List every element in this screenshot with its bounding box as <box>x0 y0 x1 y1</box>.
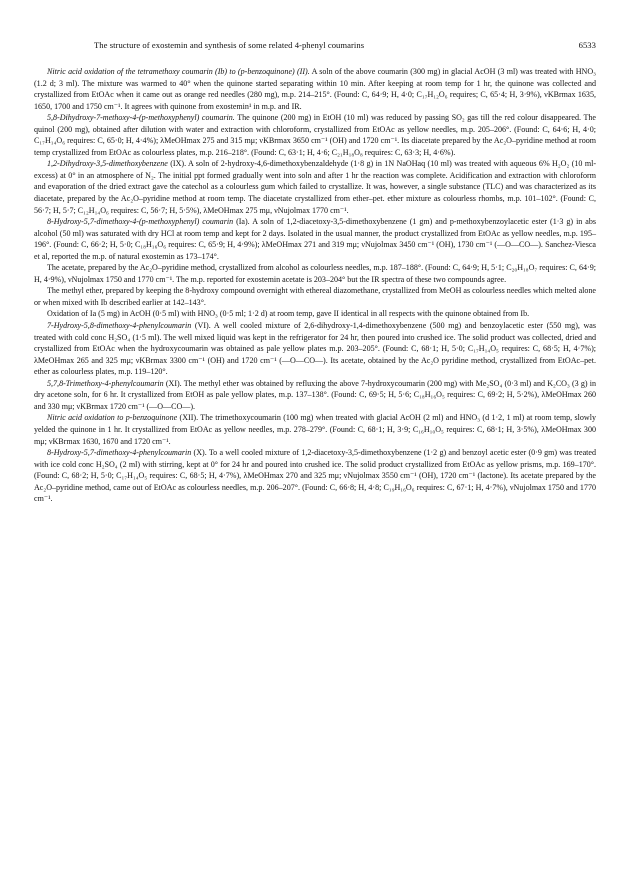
paragraph-text: (XII). The trimethoxycoumarin (100 mg) when treated with glacial AcOH (2 ml) and HNO₃ (d 1·2, 1 ml) at room temp, slowly yelded the quinone in 1 hr. It crystallized from EtOAc as yellow needles, m.p. 278–279°. (Found: C, 68·1; H, 3·9; C₁₆H₁₀O₅ requires: C, 68·1; H, 3·5%), λMeOHmax 300 mμ; νKBrmax 1630, 1670 and 1720 cm⁻¹. <box>34 413 596 446</box>
paragraph-heading: Nitric acid oxidation of the tetramethoxy coumarin (Ib) to (p-benzoquinone) (II). <box>47 67 310 76</box>
paragraph-trimethoxy-coumarin-xi <box>34 378 596 413</box>
paragraph-heading: Nitric acid oxidation to p-benzoquinone <box>47 413 178 423</box>
paragraph-heading: 5,7,8-Trimethoxy-4-phenylcoumarin <box>47 378 164 388</box>
paragraph-heading: 8-Hydroxy-5,7-dimethoxy-4-phenylcoumarin <box>47 448 192 458</box>
paragraph-text: (IX). A soln of 2-hydroxy-4,6-dimethoxybenzaldehyde (1·8 g) in 1N NaOHaq (10 ml) was treated with aqueous 6% H₂O₂ (10 ml-excess) at 0° in an atmosphere of N₂. The initial ppt formed gradually went into soln and after 1 hr the reaction was complete. Acidification and extraction with chloroform and evaporation of the dried extract gave the catechol as a colourless gum which failed to crystallize. It was, however, a single substance (TLC) and was characterized as its diacetate, prepared by the Ac₂O–pyridine method at room temp. The diacetate crystallized from ether–pet. ether mixture as colourless rhombs, m.p. 101–102°. (Found: C, 56·7; H, 5·7; C₁₂H₁₄O₆ requires: C, 56·7; H, 5·5%), λMeOHmax 275 mμ, νNujolmax 1770 cm⁻¹. <box>34 159 596 215</box>
paragraph-text: (X). To a well cooled mixture of 1,2-diacetoxy-3,5-dimethoxybenzene (1·2 g) and benzoyl acetic ester (0·9 gm) was treated with ice cold conc H₂SO₄ (2 ml) with stirring, kept at 0° for 24 hr and poured into crushed ice. The solid product crystallized from EtOAc as yellow prisms, m.p. 169–170°. (Found: C, 68·2; H, 5·0; C₁₇H₁₄O₅ requires: C, 68·5; H, 4·7%), λMeOHmax 270 and 325 mμ; νNujolmax 3550 cm⁻¹ (OH), 1720 cm⁻¹ (lactone). Its acetate prepared by the Ac₂O–pyridine method, came out of EtOAc as colourless needles, m.p. 206–207°. (Found: C, 66·8; H, 4·8; C₁₉H₁₆O₆ requires: C, 67·1; H, 4·7%), νNujolmax 1750 and 1770 cm⁻¹. <box>34 448 596 504</box>
paragraph-oxidation-ia <box>34 308 596 320</box>
paragraph-dihydroxy-coumarin <box>34 112 596 158</box>
paragraph-text: (Ia). A soln of 1,2-diacetoxy-3,5-dimethoxybenzene (1 gm) and p-methoxybenzoylacetic ester (1·3 g) in abs alcohol (50 ml) was saturated with dry HCl at room temp and kept for 2 days. Isolated in the usual manner, the product crystallized from EtOAc as yellow needles, m.p. 195–196°. (Found: C, 66·2; H, 5·0; C₁₈H₁₆O₆ requires: C, 65·9; H, 4·9%); λMeOHmax 271 and 319 mμ; νNujolmax 3450 cm⁻¹ (OH), 1730 cm⁻¹ (—O—CO—). Sanchez-Viesca et al, reported the m.p. of natural exostemin as 173–174°. <box>34 217 597 261</box>
paragraph-dihydroxy-dimethoxybenzene <box>34 158 596 216</box>
paragraph-acetate <box>34 262 596 285</box>
paragraph-oxidation-ib <box>34 66 596 112</box>
page-number: 6533 <box>578 40 596 50</box>
paragraph-text: Oxidation of Ia (5 mg) in AcOH (0·5 ml) with HNO₃ (0·5 ml; 1·2 d) at room temp, gave II identical in all respects with the quinone obtained from Ib. <box>47 309 530 319</box>
paragraph-heading: 5,8-Dihydroxy-7-methoxy-4-(p-methoxyphenyl) coumarin. <box>47 113 235 123</box>
body-text <box>34 66 596 505</box>
paragraph-heading: 1,2-Dihydroxy-3,5-dimethoxybenzene <box>47 159 168 169</box>
paragraph-text: The quinone (200 mg) in EtOH (10 ml) was reduced by passing SO₂ gas till the red colour disappeared. The quinol (200 mg), obtained after dilution with water and extraction with chloroform, crystallized from EtOAc as yellow needles, m.p. 205–206°. (Found: C, 64·6; H, 4·0; C₁₇H₁₄O₆ requires: C, 65·0; H, 4·4%); λMeOHmax 275 and 315 mμ; νKBrmax 3650 cm⁻¹ (OH) and 1720 cm⁻¹. Its diacetate prepared by the Ac₂O–pyridine method at room temp crystallized from EtOAc as colourless plates, m.p. 216–218°. (Found: C, 63·1; H, 4·6; C₂₁H₁₈O₈ requires: C, 63·3; H, 4·6%). <box>34 113 596 157</box>
paragraph-text: The acetate, prepared by the Ac₂O–pyridine method, crystallized from alcohol as colourless needles, m.p. 187–188°. (Found: C, 64·9; H, 5·1; C₂₀H₁₈O₇ requires: C, 64·9; H, 4·9%), νNujolmax 1750 and 1770 cm⁻¹. The m.p. reported for exostemin acetate is 203–204° but the IR spectra of these two compounds agree. <box>34 263 596 284</box>
paragraph-8-hydroxy-coumarin-ia <box>34 216 596 262</box>
paragraph-text: The methyl ether, prepared by keeping the 8-hydroxy compound overnight with ethereal diazomethane, crystallized from MeOH as colourless needles which melted alone or when mixed with Ib described earlier at 142–143°. <box>34 286 596 307</box>
paragraph-7-hydroxy-coumarin-vi <box>34 320 596 378</box>
running-head <box>34 40 596 66</box>
paragraph-methyl-ether <box>34 285 596 308</box>
paragraph-oxidation-xii <box>34 412 596 447</box>
paragraph-heading: 8-Hydroxy-5,7-dimethoxy-4-(p-methoxyphenyl) coumarin <box>47 217 234 227</box>
running-title: The structure of exostemin and synthesis of some related 4-phenyl coumarins <box>94 40 365 50</box>
paragraph-text: A soln of the above coumarin (300 mg) in glacial AcOH (3 ml) was treated with HNO₃ (1.2 d; 3 ml). The mixture was warmed to 40° when the quinone started separating within 10 min. After keeping at room temp for 1 hr, the quinone was collected and crystallized from EtOAc when it came out as orange red needles (280 mg), m.p. 214–215°. (Found: C, 64·9; H, 4·0; C₁₇H₁₂O₆ requires; C, 65·4; H, 3·9%), νKBrmax 1635, 1650, 1700 and 1750 cm⁻¹. It agrees with quinone from exostemin¹ in m.p. and IR. <box>34 67 596 111</box>
journal-page <box>34 0 596 893</box>
paragraph-text: (XI). The methyl ether was obtained by refluxing the above 7-hydroxycoumarin (200 mg) with Me₂SO₄ (0·3 ml) and K₂CO₃ (3 g) in dry acetone soln, for 6 hr. It crystallized from EtOH as pale yellow plates, m.p. 137–138°. (Found: C, 69·5; H, 5·6; C₁₈H₁₆O₅ requires: C, 69·2; H, 5·2%), λMeOHmax 260 and 330 mμ; νKBrmax 1720 cm⁻¹ (—O—CO—). <box>34 378 596 411</box>
paragraph-text: (VI). A well cooled mixture of 2,6-dihydroxy-1,4-dimethoxybenzene (500 mg) and benzoylacetic ester (550 mg), was treated with cold conc H₂SO₄ (1·5 ml). The well mixed liquid was kept in the refrigerator for 24 hr, then poured into crushed ice. The solid product was collected, dried and crystallized from EtOAc when the hydroxycoumarin was obtained as pale yellow plates m.p. 203–205°. (Found: C, 68·1; H, 5·0; C₁₇H₁₄O₅ requires: C, 68·5; H, 4·7%); λMeOHmax 265 and 325 mμ; νKBrmax 3300 cm⁻¹ (OH) and 1720 cm⁻¹ (—O—CO—). Its acetate, obtained by the Ac₂O pyridine method, crystallized from EtOAc–pet. ether as colourless plates, m.p. 119–120°. <box>34 321 596 377</box>
paragraph-heading: 7-Hydroxy-5,8-dimethoxy-4-phenylcoumarin <box>47 321 192 331</box>
paragraph-8-hydroxy-coumarin-x <box>34 447 596 505</box>
